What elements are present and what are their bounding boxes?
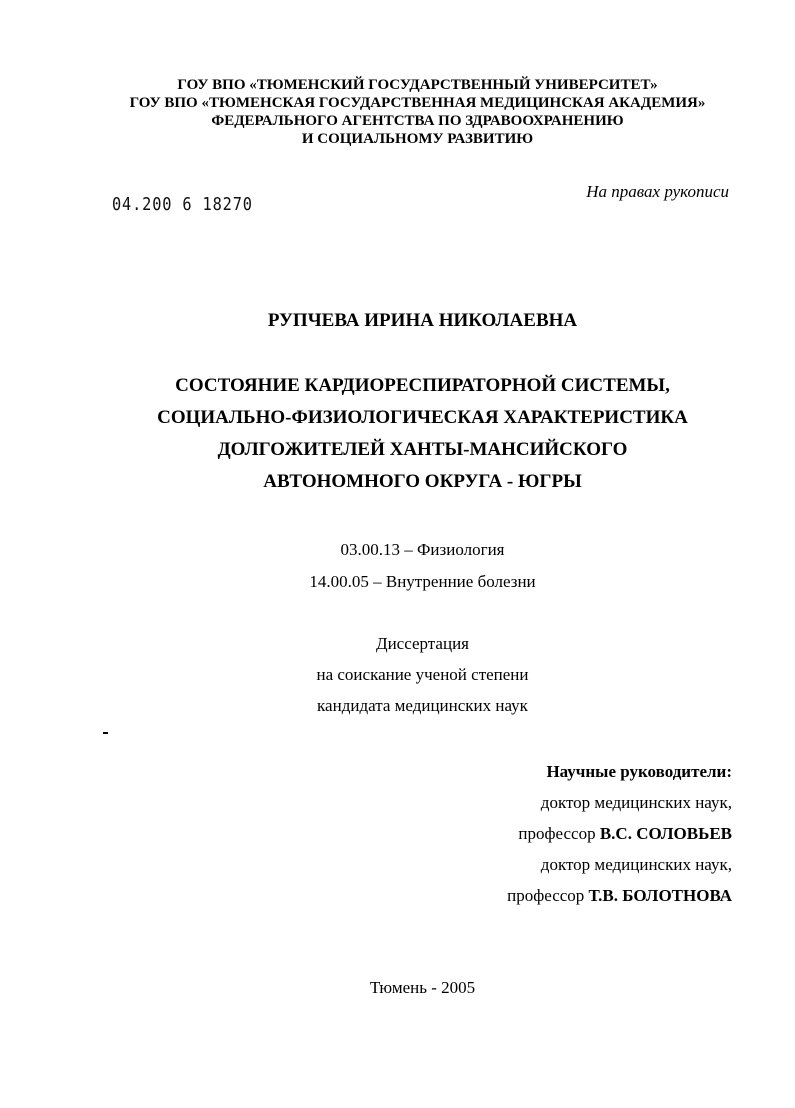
supervisor-2-name: Т.В. БОЛОТНОВА (588, 886, 732, 905)
header-line-2: ГОУ ВПО «ТЮМЕНСКАЯ ГОСУДАРСТВЕННАЯ МЕДИЦИНСКАЯ АКАДЕМИЯ» (129, 95, 706, 111)
scan-mark (103, 732, 108, 734)
institution-header (20, 76, 795, 148)
registration-stamp: 04.200 6 18270 (112, 194, 253, 215)
city-year: Тюмень - 2005 (369, 978, 476, 997)
supervisors-block (507, 756, 732, 911)
rights-note: На правах рукописи (586, 182, 729, 201)
degree-line-1: Диссертация (375, 634, 469, 653)
header-line-3: ФЕДЕРАЛЬНОГО АГЕНТСТВА ПО ЗДРАВООХРАНЕНИЮ (211, 113, 624, 129)
supervisor-2-degree: доктор медицинских наук, (540, 855, 732, 874)
specialty-2: 14.00.05 – Внутренние болезни (309, 572, 536, 591)
header-line-1: ГОУ ВПО «ТЮМЕНСКИЙ ГОСУДАРСТВЕННЫЙ УНИВЕРСИТЕТ» (177, 77, 658, 93)
title-line-1: СОСТОЯНИЕ КАРДИОРЕСПИРАТОРНОЙ СИСТЕМЫ, (175, 375, 670, 396)
degree-statement (25, 628, 795, 721)
supervisor-1-name: В.С. СОЛОВЬЕВ (599, 824, 732, 843)
supervisor-1-rank: профессор (518, 824, 596, 843)
specialties (25, 534, 795, 598)
supervisor-2 (507, 880, 732, 911)
specialty-1: 03.00.13 – Физиология (340, 540, 505, 559)
degree-line-2: на соискание ученой степени (316, 665, 529, 684)
dissertation-title (25, 370, 795, 498)
degree-line-3: кандидата медицинских наук (317, 696, 528, 715)
supervisor-1-degree: доктор медицинских наук, (540, 793, 732, 812)
supervisors-heading: Научные руководители: (546, 762, 732, 781)
supervisor-2-rank: профессор (507, 886, 585, 905)
author-name: РУПЧЕВА ИРИНА НИКОЛАЕВНА (267, 310, 578, 331)
title-line-2: СОЦИАЛЬНО-ФИЗИОЛОГИЧЕСКАЯ ХАРАКТЕРИСТИКА (157, 407, 688, 428)
title-line-4: АВТОНОМНОГО ОКРУГА - ЮГРЫ (263, 471, 582, 492)
header-line-4: И СОЦИАЛЬНОМУ РАЗВИТИЮ (301, 131, 534, 147)
supervisor-1 (507, 818, 732, 849)
title-line-3: ДОЛГОЖИТЕЛЕЙ ХАНТЫ-МАНСИЙСКОГО (217, 439, 628, 460)
